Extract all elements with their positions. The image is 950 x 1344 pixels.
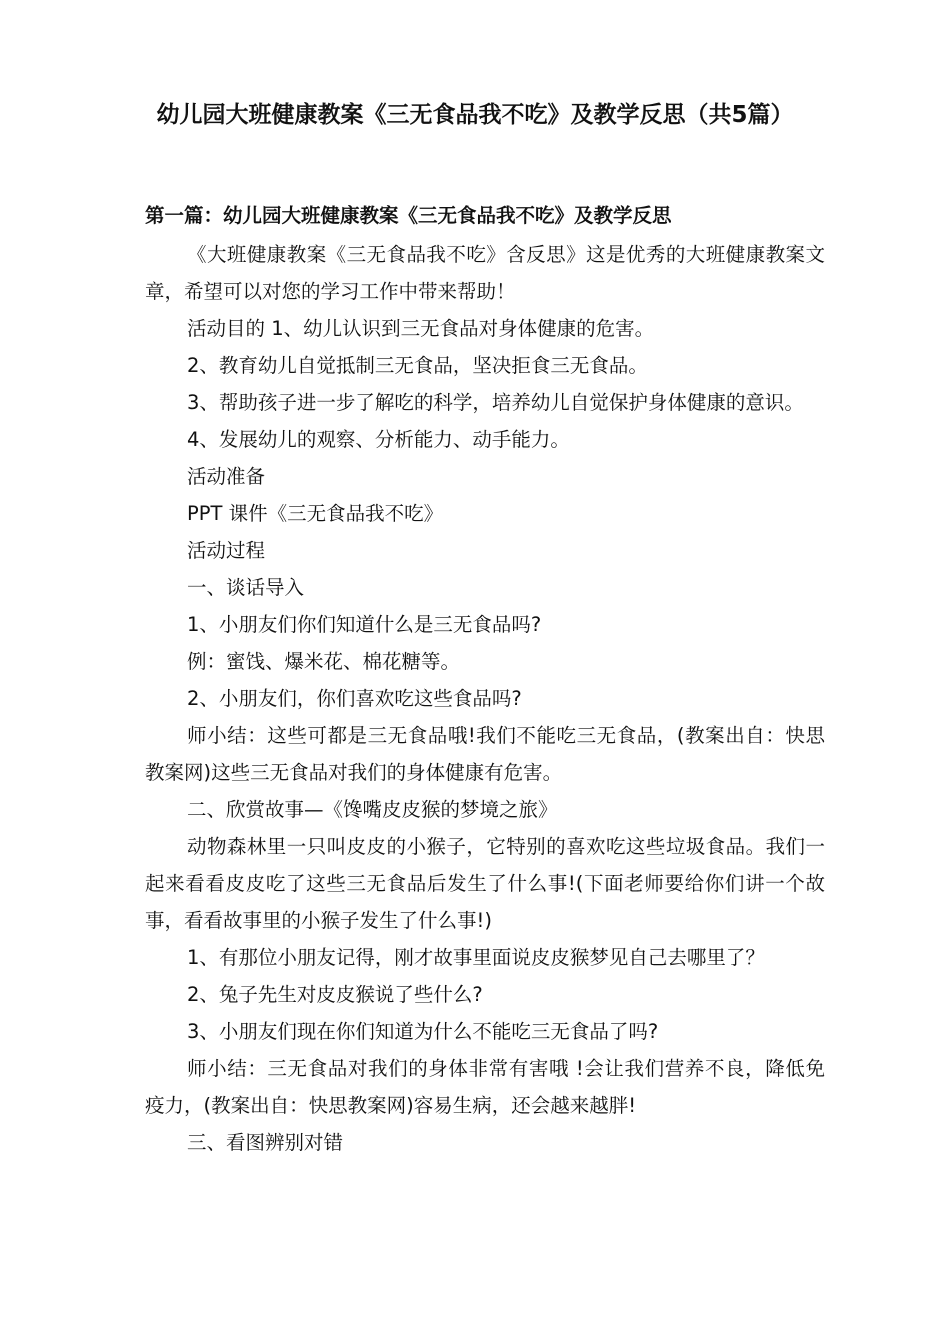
paragraph: 三、看图辨别对错 — [187, 1131, 344, 1154]
paragraph: 1、有那位小朋友记得，刚才故事里面说皮皮猴梦见自己去哪里了？ — [187, 946, 765, 969]
paragraph: 3、小朋友们现在你们知道为什么不能吃三无食品了吗? — [187, 1020, 659, 1043]
paragraph: 师小结：这些可都是三无食品哦!我们不能吃三无食品，(教案出自：快思教案网)这些三无食品对我们的身体健康有危害。 — [145, 724, 825, 784]
paragraph: 3、帮助孩子进一步了解吃的科学，培养幼儿自觉保护身体健康的意识。 — [187, 391, 804, 414]
paragraph: 例：蜜饯、爆米花、棉花糖等。 — [187, 650, 461, 673]
paragraph: 2、小朋友们，你们喜欢吃这些食品吗? — [187, 687, 522, 710]
paragraph: 活动准备 — [187, 465, 266, 488]
paragraph: 1、小朋友们你们知道什么是三无食品吗? — [187, 613, 542, 636]
paragraph: 二、欣赏故事—《馋嘴皮皮猴的梦境之旅》 — [187, 798, 558, 821]
paragraph: 2、兔子先生对皮皮猴说了些什么? — [187, 983, 483, 1006]
paragraph: 师小结：三无食品对我们的身体非常有害哦 !会让我们营养不良，降低免疫力，(教案出自：快思教案网)容易生病，还会越来越胖! — [145, 1057, 825, 1117]
document-title: 幼儿园大班健康教案《三无食品我不吃》及教学反思（共5篇） — [156, 102, 794, 128]
paragraph: 2、教育幼儿自觉抵制三无食品，坚决拒食三无食品。 — [187, 354, 648, 377]
paragraph: 动物森林里一只叫皮皮的小猴子，它特别的喜欢吃这些垃圾食品。我们一起来看看皮皮吃了这些三无食品后发生了什么事!(下面老师要给你们讲一个故事，看看故事里的小猴子发生了什么事!) — [145, 835, 825, 932]
paragraph: 一、谈话导入 — [187, 576, 305, 599]
section-heading: 第一篇：幼儿园大班健康教案《三无食品我不吃》及教学反思 — [145, 204, 672, 227]
paragraph: 活动目的 1、幼儿认识到三无食品对身体健康的危害。 — [187, 317, 655, 340]
paragraph: PPT 课件《三无食品我不吃》 — [187, 502, 444, 525]
document-body — [145, 236, 825, 1161]
paragraph: 4、发展幼儿的观察、分析能力、动手能力。 — [187, 428, 570, 451]
paragraph: 活动过程 — [187, 539, 266, 562]
paragraph: 《大班健康教案《三无食品我不吃》含反思》这是优秀的大班健康教案文章，希望可以对您的学习工作中带来帮助！ — [145, 243, 825, 303]
